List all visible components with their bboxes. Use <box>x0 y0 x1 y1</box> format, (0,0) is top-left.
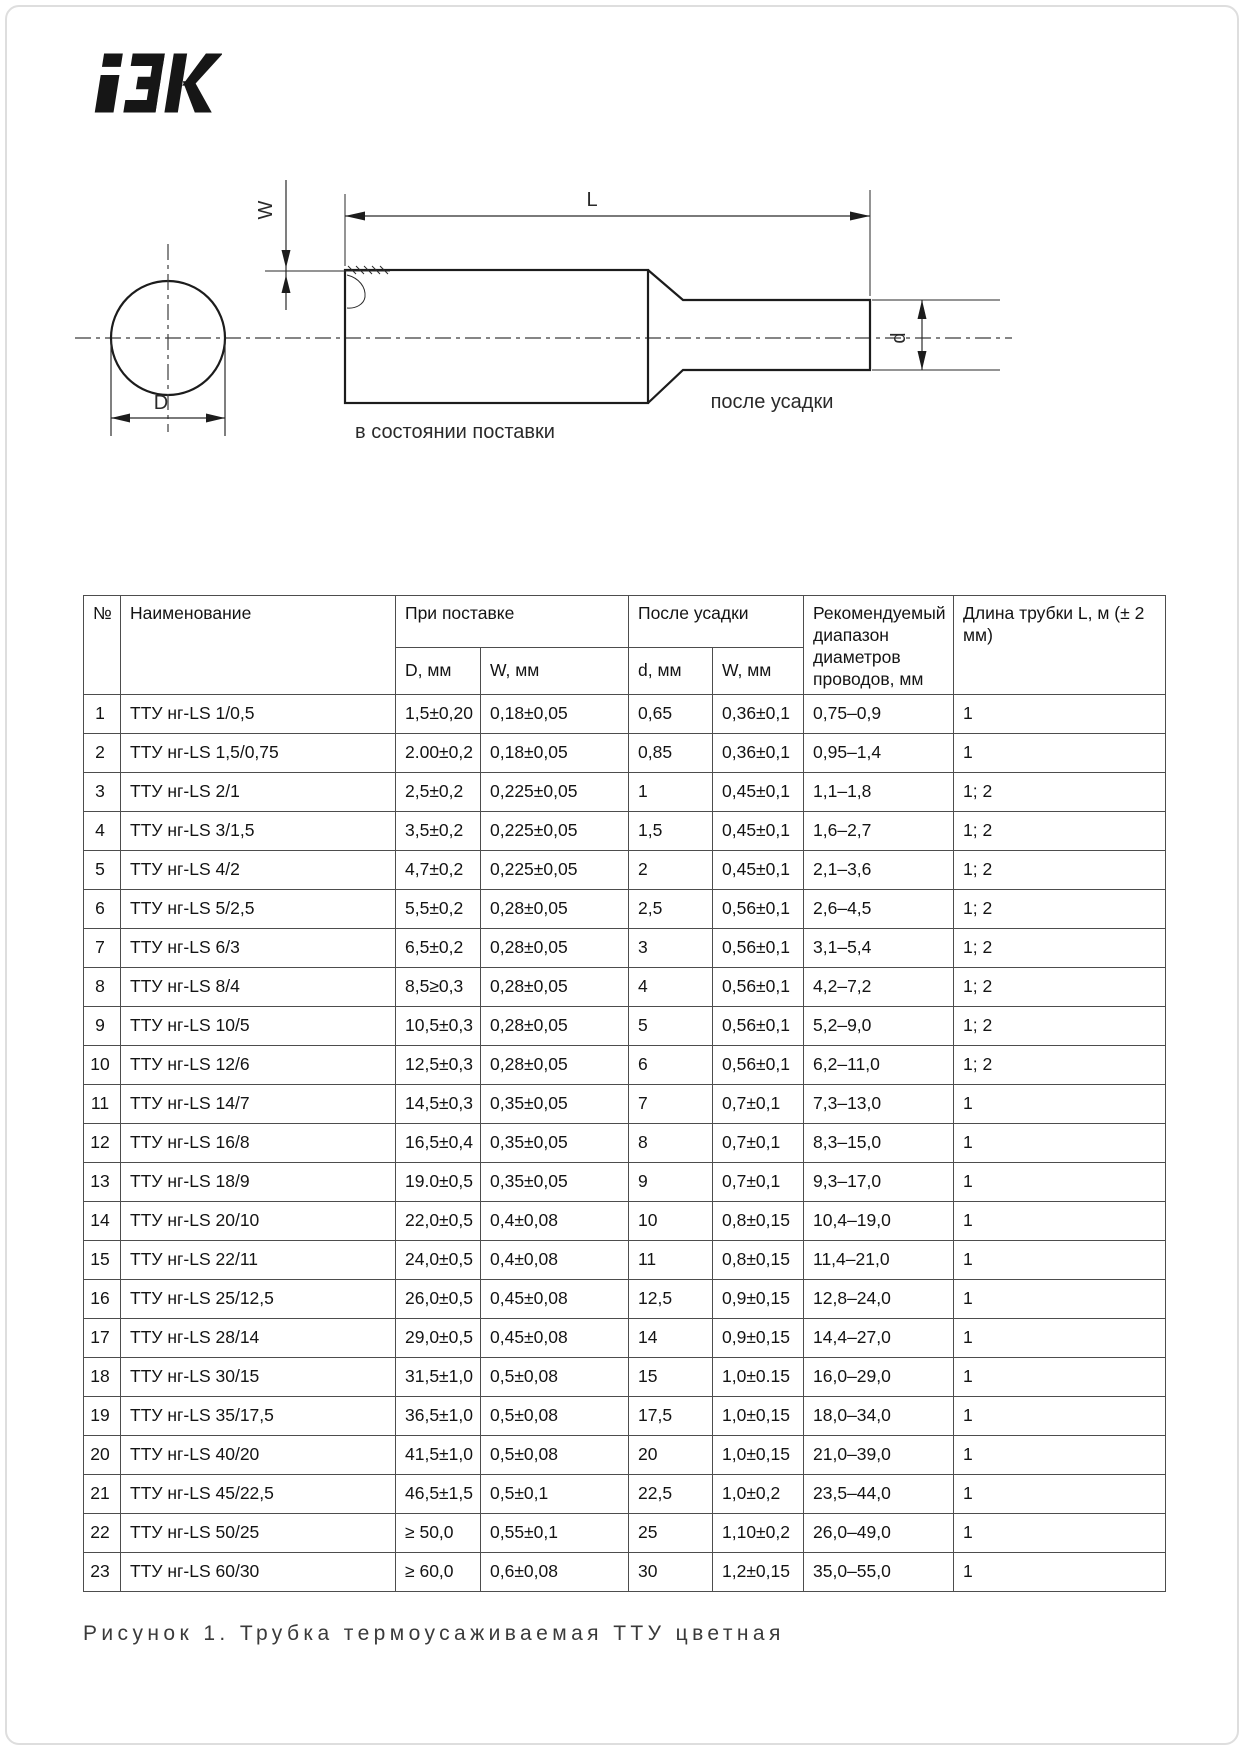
table-row <box>84 967 1166 1006</box>
tube-shrunk-body <box>648 270 870 403</box>
table-cell: 18 <box>84 1357 121 1396</box>
table-row <box>84 1474 1166 1513</box>
table-cell: 0,28±0,05 <box>481 928 629 967</box>
table-cell: 6 <box>629 1045 713 1084</box>
table-cell: 0,5±0,08 <box>481 1396 629 1435</box>
table-cell: 1,0±0,15 <box>713 1435 804 1474</box>
table-cell: 1 <box>954 1201 1166 1240</box>
table-cell: ТТУ нг-LS 8/4 <box>121 967 396 1006</box>
table-cell: 30 <box>629 1552 713 1591</box>
table-cell: 1 <box>954 733 1166 772</box>
table-cell: ТТУ нг-LS 3/1,5 <box>121 811 396 850</box>
table-cell: ≥ 60,0 <box>396 1552 481 1591</box>
table-cell: 1; 2 <box>954 811 1166 850</box>
table-cell: 0,35±0,05 <box>481 1084 629 1123</box>
table-cell: 8 <box>84 967 121 1006</box>
table-cell: 5,2–9,0 <box>804 1006 954 1045</box>
table-cell: ТТУ нг-LS 16/8 <box>121 1123 396 1162</box>
table-cell: 46,5±1,5 <box>396 1474 481 1513</box>
table-cell: 2,5 <box>629 889 713 928</box>
table-cell: 11,4–21,0 <box>804 1240 954 1279</box>
table-cell: 1 <box>954 1318 1166 1357</box>
table-cell: 1 <box>954 1474 1166 1513</box>
table-cell: 8,3–15,0 <box>804 1123 954 1162</box>
table-cell: 0,75–0,9 <box>804 694 954 733</box>
table-cell: 10 <box>629 1201 713 1240</box>
table-cell: 22,5 <box>629 1474 713 1513</box>
table-cell: 0,85 <box>629 733 713 772</box>
table-cell: 0,225±0,05 <box>481 811 629 850</box>
table-cell: 26,0–49,0 <box>804 1513 954 1552</box>
table-cell: 2.00±0,2 <box>396 733 481 772</box>
technical-drawing <box>60 148 1040 468</box>
table-row <box>84 889 1166 928</box>
table-cell: ТТУ нг-LS 40/20 <box>121 1435 396 1474</box>
col-header-at-delivery: При поставке <box>396 596 629 648</box>
small-d-arrow-down <box>918 351 927 370</box>
table-cell: 15 <box>629 1357 713 1396</box>
table-cell: 1 <box>954 1513 1166 1552</box>
table-cell: 10,5±0,3 <box>396 1006 481 1045</box>
table-cell: 17,5 <box>629 1396 713 1435</box>
table-cell: 0,225±0,05 <box>481 850 629 889</box>
table-cell: 3,1–5,4 <box>804 928 954 967</box>
table-cell: 1,0±0,15 <box>713 1396 804 1435</box>
table-cell: 16,5±0,4 <box>396 1123 481 1162</box>
table-cell: 16,0–29,0 <box>804 1357 954 1396</box>
table-cell: ТТУ нг-LS 25/12,5 <box>121 1279 396 1318</box>
table-cell: 12,8–24,0 <box>804 1279 954 1318</box>
table-row <box>84 1318 1166 1357</box>
table-cell: 5,5±0,2 <box>396 889 481 928</box>
table-cell: 1; 2 <box>954 1045 1166 1084</box>
table-cell: 15 <box>84 1240 121 1279</box>
table-cell: 10,4–19,0 <box>804 1201 954 1240</box>
table-cell: 0,28±0,05 <box>481 1006 629 1045</box>
wall-cutaway-curve <box>347 275 365 308</box>
table-cell: 24,0±0,5 <box>396 1240 481 1279</box>
table-row <box>84 1279 1166 1318</box>
after-shrink-label: после усадки <box>710 391 834 413</box>
table-cell: 1 <box>629 772 713 811</box>
table-cell: 1,5 <box>629 811 713 850</box>
table-cell: 7,3–13,0 <box>804 1084 954 1123</box>
table-cell: 0,56±0,1 <box>713 967 804 1006</box>
table-row <box>84 1396 1166 1435</box>
dimension-label-L: L <box>586 189 598 211</box>
table-cell: 0,7±0,1 <box>713 1084 804 1123</box>
table-cell: 1 <box>954 1396 1166 1435</box>
table-cell: 0,45±0,08 <box>481 1279 629 1318</box>
table-cell: ТТУ нг-LS 18/9 <box>121 1162 396 1201</box>
table-cell: ТТУ нг-LS 10/5 <box>121 1006 396 1045</box>
table-cell: 0,45±0,1 <box>713 811 804 850</box>
table-cell: 1; 2 <box>954 1006 1166 1045</box>
table-cell: 0,45±0,08 <box>481 1318 629 1357</box>
table-cell: 7 <box>84 928 121 967</box>
table-row <box>84 1240 1166 1279</box>
table-cell: 0,56±0,1 <box>713 889 804 928</box>
table-cell: 1 <box>954 1240 1166 1279</box>
l-arrow-left <box>345 212 365 221</box>
table-cell: 0,9±0,15 <box>713 1318 804 1357</box>
table-cell: 1,6–2,7 <box>804 811 954 850</box>
table-cell: 20 <box>84 1435 121 1474</box>
table-cell: 25 <box>629 1513 713 1552</box>
table-cell: 1,1–1,8 <box>804 772 954 811</box>
table-cell: 0,56±0,1 <box>713 1006 804 1045</box>
table-cell: ТТУ нг-LS 1,5/0,75 <box>121 733 396 772</box>
table-cell: 36,5±1,0 <box>396 1396 481 1435</box>
table-cell: 1,0±0,2 <box>713 1474 804 1513</box>
table-cell: 14,5±0,3 <box>396 1084 481 1123</box>
col-header-delivery-w: W, мм <box>481 648 629 694</box>
table-cell: 2,6–4,5 <box>804 889 954 928</box>
spec-table <box>83 595 1166 1592</box>
table-cell: 22,0±0,5 <box>396 1201 481 1240</box>
d-arrow-left <box>111 414 130 423</box>
table-cell: 0,35±0,05 <box>481 1162 629 1201</box>
table-row <box>84 1162 1166 1201</box>
table-cell: 4,2–7,2 <box>804 967 954 1006</box>
table-cell: 0,5±0,1 <box>481 1474 629 1513</box>
w-arrow-down <box>282 250 291 268</box>
table-cell: 1; 2 <box>954 850 1166 889</box>
dimension-label-W: W <box>255 200 277 220</box>
table-cell: 0,56±0,1 <box>713 928 804 967</box>
table-cell: 21 <box>84 1474 121 1513</box>
table-row <box>84 1006 1166 1045</box>
table-cell: 10 <box>84 1045 121 1084</box>
table-cell: 20 <box>629 1435 713 1474</box>
table-cell: 26,0±0,5 <box>396 1279 481 1318</box>
table-cell: 4 <box>84 811 121 850</box>
table-cell: 1 <box>954 1084 1166 1123</box>
table-cell: 9 <box>629 1162 713 1201</box>
table-cell: 0,8±0,15 <box>713 1240 804 1279</box>
table-row <box>84 1045 1166 1084</box>
table-cell: 6,2–11,0 <box>804 1045 954 1084</box>
table-cell: 1 <box>954 1357 1166 1396</box>
table-cell: 23 <box>84 1552 121 1591</box>
table-cell: 0,95–1,4 <box>804 733 954 772</box>
table-cell: ТТУ нг-LS 45/22,5 <box>121 1474 396 1513</box>
table-row <box>84 1123 1166 1162</box>
table-cell: ТТУ нг-LS 30/15 <box>121 1357 396 1396</box>
table-cell: 0,9±0,15 <box>713 1279 804 1318</box>
table-cell: 1,10±0,2 <box>713 1513 804 1552</box>
table-cell: 0,7±0,1 <box>713 1162 804 1201</box>
table-cell: 18,0–34,0 <box>804 1396 954 1435</box>
dimension-label-D: D <box>153 392 169 414</box>
table-cell: 0,5±0,08 <box>481 1435 629 1474</box>
table-cell: 11 <box>629 1240 713 1279</box>
table-cell: 0,65 <box>629 694 713 733</box>
table-cell: 1 <box>954 1162 1166 1201</box>
table-cell: ТТУ нг-LS 60/30 <box>121 1552 396 1591</box>
table-cell: 0,18±0,05 <box>481 694 629 733</box>
tube-supply-body <box>345 270 648 403</box>
table-cell: 12,5 <box>629 1279 713 1318</box>
table-cell: ТТУ нг-LS 6/3 <box>121 928 396 967</box>
table-row <box>84 694 1166 733</box>
table-cell: 3 <box>629 928 713 967</box>
table-cell: 8 <box>629 1123 713 1162</box>
table-cell: 22 <box>84 1513 121 1552</box>
col-header-shrunk-d: d, мм <box>629 648 713 694</box>
table-cell: 0,28±0,05 <box>481 889 629 928</box>
table-cell: 0,8±0,15 <box>713 1201 804 1240</box>
table-cell: 12 <box>84 1123 121 1162</box>
dimension-label-small-d: d <box>888 332 910 344</box>
table-row <box>84 811 1166 850</box>
table-cell: 11 <box>84 1084 121 1123</box>
table-cell: 0,5±0,08 <box>481 1357 629 1396</box>
table-cell: ТТУ нг-LS 5/2,5 <box>121 889 396 928</box>
table-cell: 6 <box>84 889 121 928</box>
table-cell: 29,0±0,5 <box>396 1318 481 1357</box>
table-row <box>84 1435 1166 1474</box>
col-header-num: № <box>84 596 121 695</box>
table-cell: 2 <box>629 850 713 889</box>
table-cell: ТТУ нг-LS 1/0,5 <box>121 694 396 733</box>
table-cell: 2,1–3,6 <box>804 850 954 889</box>
table-cell: 0,4±0,08 <box>481 1201 629 1240</box>
table-cell: 5 <box>629 1006 713 1045</box>
table-cell: 41,5±1,0 <box>396 1435 481 1474</box>
table-cell: ТТУ нг-LS 35/17,5 <box>121 1396 396 1435</box>
d-arrow-right <box>206 414 225 423</box>
table-cell: ТТУ нг-LS 28/14 <box>121 1318 396 1357</box>
table-cell: 0,6±0,08 <box>481 1552 629 1591</box>
table-cell: ТТУ нг-LS 12/6 <box>121 1045 396 1084</box>
table-body <box>84 694 1166 1591</box>
table-cell: 0,55±0,1 <box>481 1513 629 1552</box>
table-cell: 1 <box>954 1552 1166 1591</box>
table-row <box>84 1084 1166 1123</box>
table-cell: ТТУ нг-LS 2/1 <box>121 772 396 811</box>
table-cell: 1 <box>954 1435 1166 1474</box>
table-cell: 9 <box>84 1006 121 1045</box>
table-cell: ТТУ нг-LS 14/7 <box>121 1084 396 1123</box>
col-header-length: Длина трубки L, м (± 2 мм) <box>954 596 1166 695</box>
table-cell: 0,18±0,05 <box>481 733 629 772</box>
table-cell: 7 <box>629 1084 713 1123</box>
table-row <box>84 772 1166 811</box>
table-cell: 4,7±0,2 <box>396 850 481 889</box>
table-cell: 2,5±0,2 <box>396 772 481 811</box>
table-cell: 31,5±1,0 <box>396 1357 481 1396</box>
l-arrow-right <box>850 212 870 221</box>
table-cell: 17 <box>84 1318 121 1357</box>
table-cell: 0,36±0,1 <box>713 694 804 733</box>
table-cell: 5 <box>84 850 121 889</box>
table-cell: 1; 2 <box>954 889 1166 928</box>
table-cell: 21,0–39,0 <box>804 1435 954 1474</box>
col-header-after-shrink: После усадки <box>629 596 804 648</box>
table-row <box>84 1357 1166 1396</box>
small-d-arrow-up <box>918 300 927 319</box>
table-cell: 35,0–55,0 <box>804 1552 954 1591</box>
table-cell: 0,56±0,1 <box>713 1045 804 1084</box>
table-cell: 1; 2 <box>954 928 1166 967</box>
table-cell: 19.0±0,5 <box>396 1162 481 1201</box>
table-cell: 3 <box>84 772 121 811</box>
table-cell: 0,4±0,08 <box>481 1240 629 1279</box>
table-cell: 0,28±0,05 <box>481 1045 629 1084</box>
table-row <box>84 850 1166 889</box>
col-header-range: Рекомендуемый диапазон диаметров проводов, мм <box>804 596 954 695</box>
table-cell: 2 <box>84 733 121 772</box>
table-cell: 0,45±0,1 <box>713 772 804 811</box>
table-cell: 4 <box>629 967 713 1006</box>
table-row <box>84 928 1166 967</box>
iek-logo <box>88 52 222 114</box>
table-cell: 6,5±0,2 <box>396 928 481 967</box>
table-cell: 23,5–44,0 <box>804 1474 954 1513</box>
w-arrow-up <box>282 275 291 293</box>
table-cell: 1; 2 <box>954 967 1166 1006</box>
table-cell: 0,225±0,05 <box>481 772 629 811</box>
table-cell: 1 <box>954 1123 1166 1162</box>
col-header-shrunk-w: W, мм <box>713 648 804 694</box>
table-cell: 1; 2 <box>954 772 1166 811</box>
table-cell: 14 <box>84 1201 121 1240</box>
col-header-delivery-d: D, мм <box>396 648 481 694</box>
table-cell: 0,45±0,1 <box>713 850 804 889</box>
table-cell: 0,28±0,05 <box>481 967 629 1006</box>
table-cell: ТТУ нг-LS 4/2 <box>121 850 396 889</box>
table-cell: 8,5≥0,3 <box>396 967 481 1006</box>
table-row <box>84 1201 1166 1240</box>
table-cell: ТТУ нг-LS 22/11 <box>121 1240 396 1279</box>
table-cell: 13 <box>84 1162 121 1201</box>
figure-caption: Рисунок 1. Трубка термоусаживаемая ТТУ цветная <box>83 1622 785 1645</box>
table-row <box>84 1552 1166 1591</box>
table-cell: 1,5±0,20 <box>396 694 481 733</box>
table-cell: 1 <box>84 694 121 733</box>
table-cell: 3,5±0,2 <box>396 811 481 850</box>
table-cell: 14 <box>629 1318 713 1357</box>
table-cell: 14,4–27,0 <box>804 1318 954 1357</box>
table-cell: 1 <box>954 694 1166 733</box>
table-cell: 9,3–17,0 <box>804 1162 954 1201</box>
table-cell: 0,7±0,1 <box>713 1123 804 1162</box>
table-cell: 0,36±0,1 <box>713 733 804 772</box>
col-header-name: Наименование <box>121 596 396 695</box>
table-cell: 19 <box>84 1396 121 1435</box>
table-cell: ≥ 50,0 <box>396 1513 481 1552</box>
table-row <box>84 733 1166 772</box>
table-cell: 1 <box>954 1279 1166 1318</box>
table-cell: 12,5±0,3 <box>396 1045 481 1084</box>
supply-state-label: в состоянии поставки <box>355 421 555 443</box>
table-cell: 0,35±0,05 <box>481 1123 629 1162</box>
table-cell: 16 <box>84 1279 121 1318</box>
table-row <box>84 1513 1166 1552</box>
table-cell: 1,2±0,15 <box>713 1552 804 1591</box>
table-cell: 1,0±0.15 <box>713 1357 804 1396</box>
table-cell: ТТУ нг-LS 50/25 <box>121 1513 396 1552</box>
table-cell: ТТУ нг-LS 20/10 <box>121 1201 396 1240</box>
